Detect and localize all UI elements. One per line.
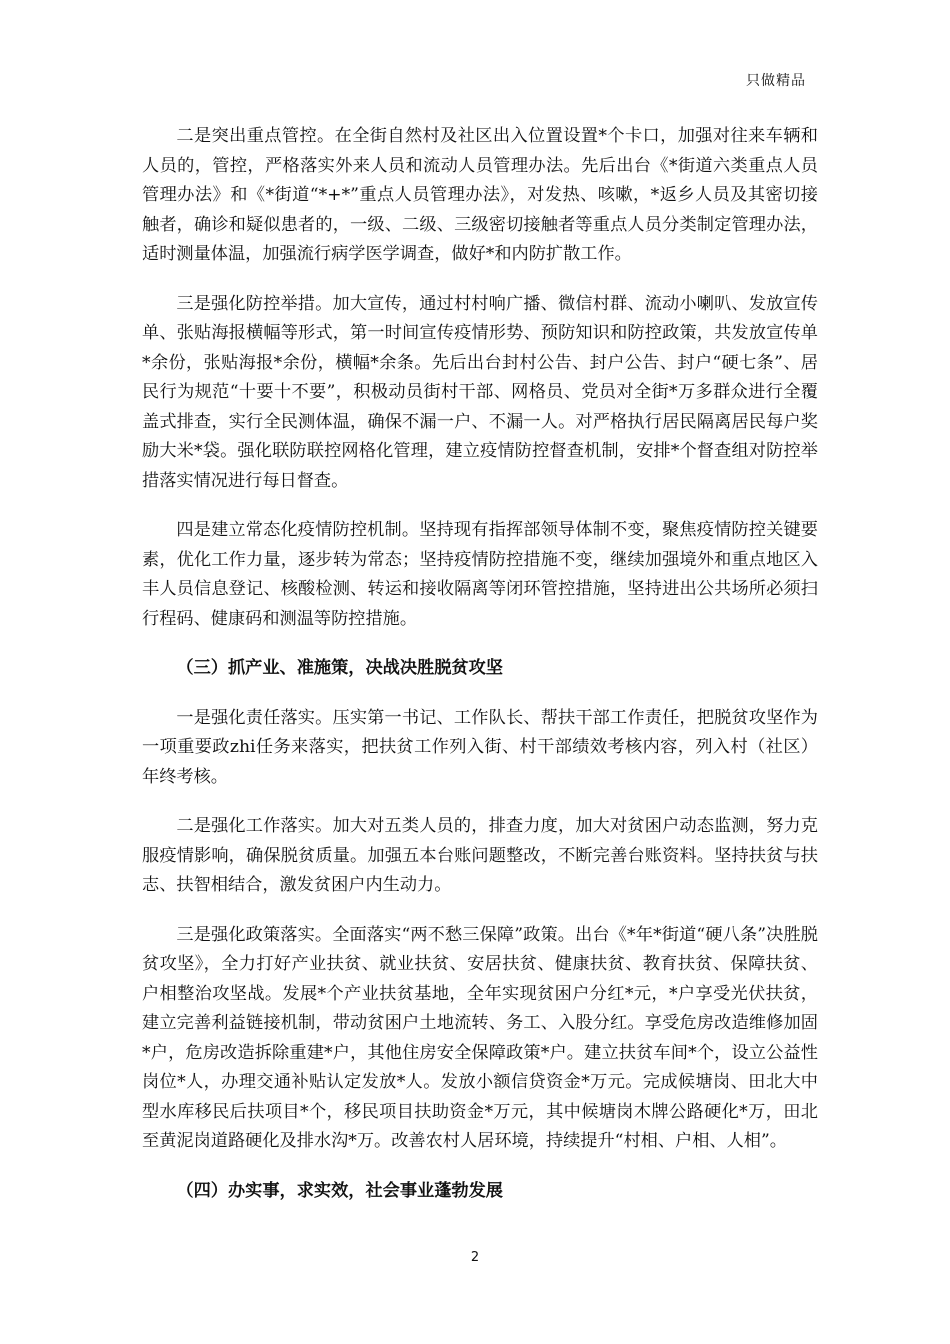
paragraph-normalized-mechanism: 四是建立常态化疫情防控机制。坚持现有指挥部领导体制不变，聚焦疫情防控关键要素，优化工作力量，逐步转为常态；坚持疫情防控措施不变，继续加强境外和重点地区入丰人员信息登记、核酸检测、转运和接收隔离等闭环管控措施，坚持进出公共场所必须扫行程码、健康码和测温等防控措施。 — [142, 520, 818, 629]
paragraph-prevention-measures: 三是强化防控举措。加大宣传，通过村村响广播、微信村群、流动小喇叭、发放宣传单、张贴海报横幅等形式，第一时间宣传疫情形势、预防知识和防控政策，共发放宣传单*余份，张贴海报*余份，横幅*余条。先后出台封村公告、封户公告、封户“硬七条”、居民行为规范“十要十不要”，积极动员街村干部、网格员、党员对全街*万多群众进行全覆盖式排查，实行全民测体温，确保不漏一户、不漏一人。对严格执行居民隔离居民每户奖励大米*袋。强化联防联控网格化管理，建立疫情防控督查机制，安排*个督查组对防控举措落实情况进行每日督查。 — [142, 293, 818, 491]
header-mark: 只做精品 — [746, 73, 806, 89]
paragraph-key-control: 二是突出重点管控。在全街自然村及社区出入位置设置*个卡口，加强对往来车辆和人员的，管控，严格落实外来人员和流动人员管理办法。先后出台《*街道六类重点人员管理办法》和《*街道“*+*”重点人员管理办法》，对发热、咳嗽，*返乡人员及其密切接触者，确诊和疑似患者的，一级、二级、三级密切接触者等重点人员分类制定管理办法，适时测量体温，加强流行病学医学调查，做好*和内防扩散工作。 — [142, 126, 818, 264]
document-body — [142, 122, 818, 1226]
paragraph-work-implementation: 二是强化工作落实。加大对五类人员的，排查力度，加大对贫困户动态监测，努力克服疫情影响，确保脱贫质量。加强五本台账问题整改，不断完善台账资料。坚持扶贫与扶志、扶智相结合，激发贫困户内生动力。 — [142, 816, 818, 895]
page-number: 2 — [470, 1250, 480, 1265]
paragraph-responsibility: 一是强化责任落实。压实第一书记、工作队长、帮扶干部工作责任，把脱贫攻坚作为一项重要政zhi任务来落实，把扶贫工作列入街、村干部绩效考核内容，列入村（社区）年终考核。 — [142, 707, 818, 787]
paragraph-policy-implementation: 三是强化政策落实。全面落实“两不愁三保障”政策。出台《*年*街道“硬八条”决胜脱贫攻坚》，全力打好产业扶贫、就业扶贫、安居扶贫、健康扶贫、教育扶贫、保障扶贫、户相整治攻坚战。发展*个产业扶贫基地，全年实现贫困户分红*元，*户享受光伏扶贫，建立完善利益链接机制，带动贫困户土地流转、务工、入股分红。享受危房改造维修加固*户，危房改造拆除重建*户，其他住房安全保障政策*户。建立扶贫车间*个，设立公益性岗位*人，办理交通补贴认定发放*人。发放小额信贷资金*万元。完成候塘岗、田北大中型水库移民后扶项目*个，移民项目扶助资金*万元，其中候塘岗木牌公路硬化*万，田北至黄泥岗道路硬化及排水沟*万。改善农村人居环境，持续提升“村相、户相、人相”。 — [142, 924, 818, 1151]
section-heading-social-affairs: （四）办实事，求实效，社会事业蓬勃发展 — [176, 1180, 503, 1201]
section-heading-poverty-alleviation: （三）抓产业、准施策，决战决胜脱贫攻坚 — [176, 658, 503, 678]
